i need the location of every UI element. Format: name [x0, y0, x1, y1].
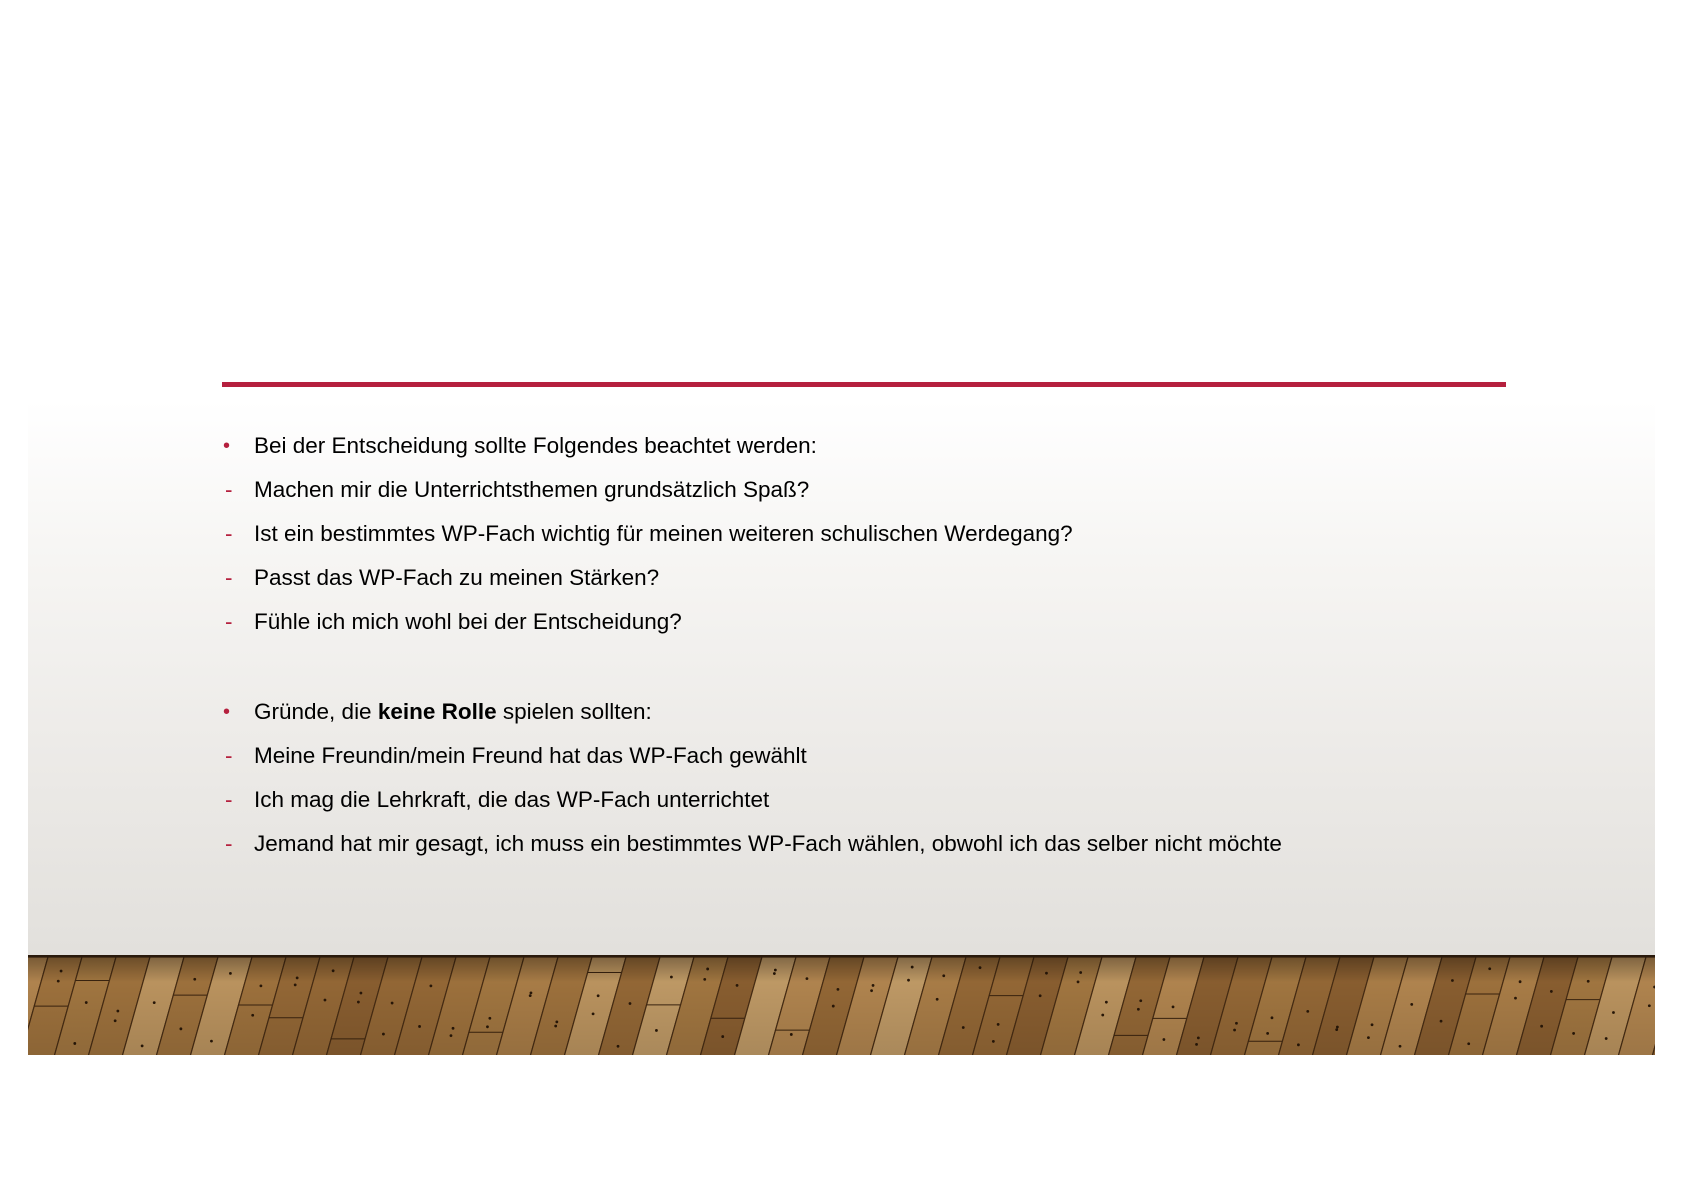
- section2-heading-emphasis: keine Rolle: [377, 699, 497, 724]
- dash-marker: -: [225, 609, 233, 634]
- dash-marker: -: [225, 521, 233, 546]
- section1-heading: Bei der Entscheidung sollte Folgendes beachtet werden:: [254, 433, 817, 458]
- section2-item: Jemand hat mir gesagt, ich muss ein bestimmtes WP-Fach wählen, obwohl ich das selber nicht möchte: [254, 831, 1282, 856]
- dash-marker: -: [225, 831, 233, 856]
- dash-marker: -: [225, 787, 233, 812]
- bullet-item: [222, 698, 1522, 726]
- bullet-marker: •: [223, 701, 231, 723]
- slide-content: [222, 432, 1522, 858]
- section1-item: Fühle ich mich wohl bei der Entscheidung?: [254, 609, 682, 634]
- bullet-item: [222, 432, 1522, 460]
- slide: [28, 0, 1655, 1055]
- dash-item: [222, 476, 1522, 504]
- section2-item: Ich mag die Lehrkraft, die das WP-Fach unterrichtet: [254, 787, 770, 812]
- section1-item: Machen mir die Unterrichtsthemen grundsätzlich Spaß?: [254, 477, 810, 502]
- section2-heading-suffix: spielen sollten:: [496, 699, 652, 724]
- dash-item: [222, 608, 1522, 636]
- dash-item: [222, 564, 1522, 592]
- section2-heading: [254, 699, 652, 724]
- section1-item: Ist ein bestimmtes WP-Fach wichtig für meinen weiteren schulischen Werdegang?: [254, 521, 1073, 546]
- dash-marker: -: [225, 477, 233, 502]
- wooden-floor-image: [28, 955, 1655, 1055]
- dash-item: [222, 742, 1522, 770]
- section2-heading-prefix: Gründe, die: [254, 699, 378, 724]
- wooden-floor-graphic: [28, 957, 1655, 1055]
- section1-item: Passt das WP-Fach zu meinen Stärken?: [254, 565, 660, 590]
- bullet-marker: •: [223, 435, 231, 457]
- dash-item: [222, 830, 1522, 858]
- dash-marker: -: [225, 743, 233, 768]
- dash-item: [222, 520, 1522, 548]
- dash-marker: -: [225, 565, 233, 590]
- accent-rule: [222, 382, 1506, 387]
- section2-item: Meine Freundin/mein Freund hat das WP-Fach gewählt: [254, 743, 807, 768]
- dash-item: [222, 786, 1522, 814]
